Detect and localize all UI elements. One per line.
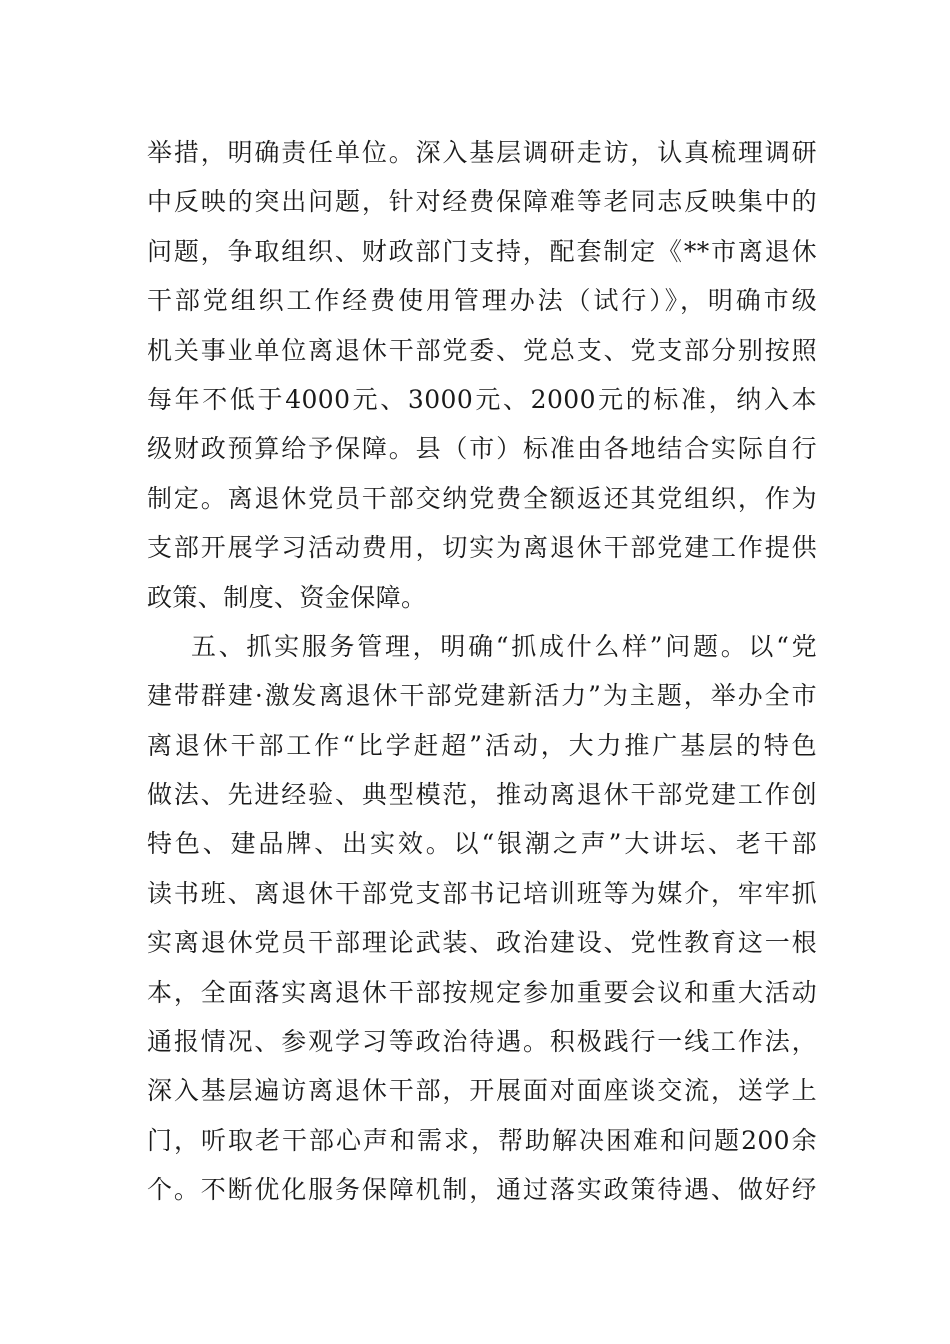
- text-line: 干部党组织工作经费使用管理办法（试行）》，明确市级: [147, 286, 817, 316]
- text-line: 特色、建品牌、出实效。以“银潮之声”大讲坛、老干部: [147, 829, 817, 859]
- text-line: 建带群建·激发离退休干部党建新活力”为主题，举办全市: [147, 681, 817, 711]
- text-line: 实离退休党员干部理论武装、政治建设、党性教育这一根: [147, 928, 817, 958]
- text-line: 机关事业单位离退休干部党委、党总支、党支部分别按照: [147, 335, 817, 365]
- text-line: 支部开展学习活动费用，切实为离退休干部党建工作提供: [147, 533, 817, 563]
- text-line: 本，全面落实离退休干部按规定参加重要会议和重大活动: [147, 977, 817, 1007]
- text-line: 门，听取老干部心声和需求，帮助解决困难和问题200余: [147, 1125, 817, 1155]
- text-line: 深入基层遍访离退休干部，开展面对面座谈交流，送学上: [147, 1076, 817, 1106]
- text-line-paragraph-end: 政策、制度、资金保障。: [147, 582, 427, 612]
- text-line: 举措，明确责任单位。深入基层调研走访，认真梳理调研: [147, 138, 817, 167]
- text-line: 读书班、离退休干部党支部书记培训班等为媒介，牢牢抓: [147, 878, 817, 908]
- text-line: 每年不低于4000元、3000元、2000元的标准，纳入本: [147, 384, 817, 414]
- text-line: 级财政预算给予保障。县（市）标准由各地结合实际自行: [147, 434, 817, 464]
- text-line: 通报情况、参观学习等政治待遇。积极践行一线工作法，: [147, 1027, 817, 1057]
- text-line-paragraph-start: 五、抓实服务管理，明确“抓成什么样”问题。以“党: [191, 631, 817, 661]
- body-text: [147, 128, 817, 1215]
- text-line: 制定。离退休党员干部交纳党费全额返还其党组织，作为: [147, 483, 817, 513]
- text-line: 问题，争取组织、财政部门支持，配套制定《**市离退休: [147, 236, 817, 266]
- text-line: 个。不断优化服务保障机制，通过落实政策待遇、做好纾: [147, 1175, 817, 1205]
- text-line: 做法、先进经验、典型模范，推动离退休干部党建工作创: [147, 780, 817, 810]
- text-line: 离退休干部工作“比学赶超”活动，大力推广基层的特色: [147, 730, 817, 760]
- text-line: 中反映的突出问题，针对经费保障难等老同志反映集中的: [147, 187, 817, 217]
